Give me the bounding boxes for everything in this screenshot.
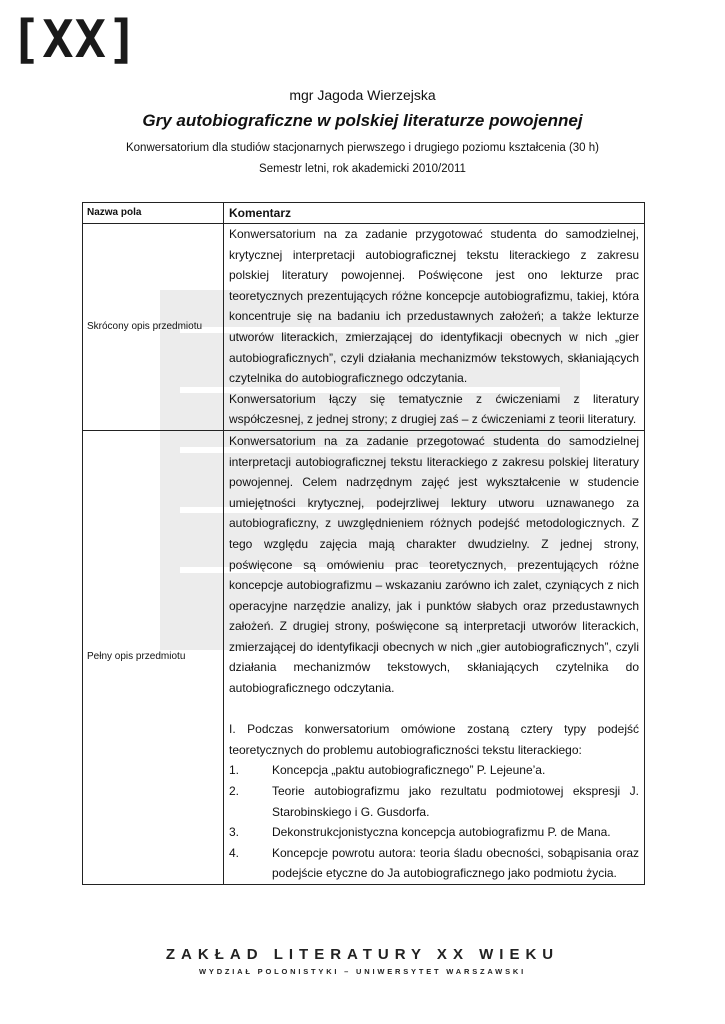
list-text: Koncepcje powrotu autora: teoria śladu obecności, sobąpisania oraz podejście etyczne do Ja autobiograficznego jako podmiotu życia. [272, 845, 639, 881]
short-desc-content [224, 224, 645, 431]
list-text: Koncepcja „paktu autobiograficznego” P. Lejeune’a. [272, 763, 546, 778]
course-subtitle: Konwersatorium dla studiów stacjonarnych pierwszego i drugiego poziomu kształcenia (30 h) [125, 142, 600, 154]
table-row [83, 430, 645, 884]
paragraph: Konwersatorium na za zadanie przegotować studenta do samodzielnej interpretacji autobiograficznej tekstu literackiego z zakresu polskiej literatury powojennej. Celem nadrzędnym zajęć jest wykształcenie w studencie umiejętności krytycznej, podejrzliwej lektury utworu uznawanego za autobiograficzny, z uwzględnieniem różnych podejść metodologicznych. Z tego względu zajęcia mają charakter dwudzielny. Z jednej strony, poświęcone są omówieniu prac teoretycznych, prezentujących różne koncepcje autobiografizmu – wskazaniu zarówno ich zalet, czyniących z nich operacyjne narzędzie analizy, jak i punktów słabych oraz przedustawnych założeń. Z drugiej strony, poświęcone są interpretacji utworów literackich, zmierzającej do identyfikacji obecnych w nich „gier autobiograficznych”, czyli działania mechanizmów tekstowych, skłaniających czytelnika do autobiograficznego odczytania. [229, 433, 639, 696]
paragraph: Konwersatorium łączy się tematycznie z ćwiczeniami z literatury współczesnej, z jednej strony; z drugiej zaś – z ćwiczeniami z teorii literatury. [229, 391, 639, 427]
list-item [229, 760, 639, 781]
paragraph: Konwersatorium na za zadanie przygotować studenta do samodzielnej, krytycznej interpretacji autobiograficznej tekstu literackiego z zakresu polskiej literatury powojennej. Poświęcone jest ono lekturze prac teoretycznych prezentujących różne koncepcje autobiografizmu, takiej, która koncentruje się na badaniu ich przedustawnych założeń; a także lekturze utworów literackich, zmierzającej do identyfikacji obecnych w nich „gier autobiograficznych”, czyli działania mechanizmów tekstowych, skłaniających czytelnika do autobiograficznego odczytania. [229, 227, 639, 386]
paragraph: I. Podczas konwersatorium omówione zostaną cztery typy podejść teoretycznych do problemu autobiograficzności tekstu literackiego: [229, 722, 639, 757]
course-title: Gry autobiograficzne w polskiej literaturze powojennej [142, 111, 583, 130]
list-item [229, 822, 639, 843]
list-number: 2. [229, 784, 240, 799]
footer-faculty: WYDZIAŁ POLONISTYKI – UNIWERSYTET WARSZAWSKI [199, 967, 526, 976]
list-number: 4. [229, 845, 240, 860]
institute-logo: [XX] [10, 10, 140, 70]
semester-info: Semestr letni, rok akademicki 2010/2011 [259, 163, 466, 175]
table-header-row [83, 203, 645, 224]
table-row [83, 224, 645, 431]
list-item [229, 843, 639, 884]
list-number: 3. [229, 825, 240, 840]
list-number: 1. [229, 763, 240, 778]
list-text: Dekonstrukcjonistyczna koncepcja autobiografizmu P. de Mana. [272, 825, 611, 840]
list-item [229, 781, 639, 822]
column-header-field: Nazwa pola [83, 203, 224, 224]
short-desc-label: Skrócony opis przedmiotu [83, 224, 224, 431]
author-name: mgr Jagoda Wierzejska [289, 87, 436, 103]
list-text: Teorie autobiografizmu jako rezultatu podmiotowej ekspresji J. Starobinskiego i G. Gusdorfa. [272, 784, 639, 819]
full-desc-content [224, 430, 645, 884]
column-header-comment: Komentarz [224, 203, 645, 224]
footer-department: ZAKŁAD LITERATURY XX WIEKU [165, 946, 560, 963]
full-desc-label: Pełny opis przedmiotu [83, 430, 224, 884]
syllabus-table [82, 202, 645, 885]
